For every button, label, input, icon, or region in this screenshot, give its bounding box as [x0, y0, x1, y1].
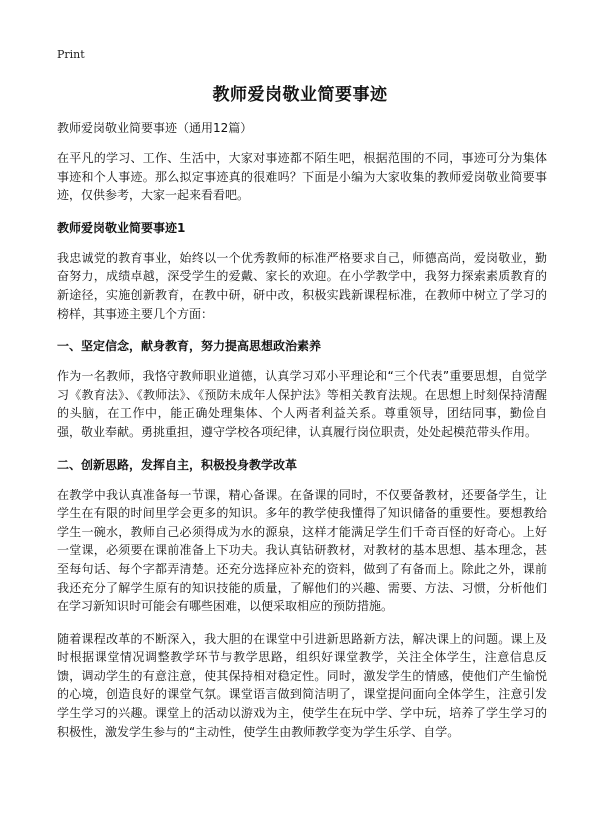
article-content	[57, 119, 547, 755]
section-heading-2: 二、创新思路，发挥自主，积极投身教学改革	[57, 457, 298, 472]
section-1-paragraph-1: 作为一名教师，我恪守教师职业道德，认真学习邓小平理论和“三个代表”重要思想，自觉学习《教育法》、《教师法》、《预防未成年人保护法》等相关教育法规。在思想上时刻保持清醒的头脑，在工作中，能正确处理集体、个人两者利益关系。尊重领导，团结同事，勤俭自强，敬业奉献。勇挑重担，遵守学校各项纪律，认真履行岗位职责，处处起模范带头作用。	[57, 369, 547, 439]
page-title: 教师爱岗敬业简要事迹	[212, 85, 388, 105]
print-link[interactable]: Print	[57, 48, 85, 61]
article-subtitle: 教师爱岗敬业简要事迹（通用12篇）	[57, 121, 253, 135]
intro-paragraph: 在平凡的学习、工作、生活中，大家对事迹都不陌生吧，根据范围的不同，事迹可分为集体事迹和个人事迹。那么拟定事迹真的很难吗？下面是小编为大家收集的教师爱岗敬业简要事迹，仅供参考，大家一起来看看吧。	[57, 151, 547, 203]
section-2-paragraph-1: 在教学中我认真准备每一节课，精心备课。在备课的同时，不仅要备教材，还要备学生，让学生在有限的时间里学会更多的知识。多年的教学使我懂得了知识储备的重要性。要想教给学生一碗水，教师自己必须得成为水的源泉，这样才能满足学生们千奇百怪的好奇心。上好一堂课，必须要在课前准备上下功夫。我认真钻研教材，对教材的基本思想、基本理念，甚至每句话、每个字都弄清楚。还充分选择应补充的资料，做到了有备而上。除此之外，课前我还充分了解学生原有的知识技能的质量，了解他们的兴趣、需要、方法、习惯，分析他们在学习新知识时可能会有哪些困难，以便采取相应的预防措施。	[57, 487, 547, 614]
section-heading-1: 一、坚定信念，献身教育，努力提高思想政治素养	[57, 339, 322, 354]
article-heading: 教师爱岗敬业简要事迹1	[57, 220, 186, 235]
article-intro-paragraph: 我忠诚党的教育事业，始终以一个优秀教师的标准严格要求自己，师德高尚，爱岗敬业，勤奋努力，成绩卓越，深受学生的爱戴、家长的欢迎。在小学教学中，我努力探索素质教育的新途径，实施创新教育，在教中研，研中改，积极实践新课程标准，在教师中树立了学习的榜样，其事迹主要几个方面：	[57, 250, 547, 321]
section-2-paragraph-2: 随着课程改革的不断深入，我大胆的在课堂中引进新思路新方法，解决课上的问题。课上及时根据课堂情况调整教学环节与教学思路，组织好课堂教学，关注全体学生，注意信息反馈，调动学生的有意注意，使其保持相对稳定性。同时，激发学生的情感，使他们产生愉悦的心境，创造良好的课堂气氛。课堂语言做到简洁明了，课堂提问面向全体学生，注意引发学生学习的兴趣。课堂上的活动以游戏为主，使学生在玩中学、学中玩，培养了学生学习的积极性，激发学生参与的“主动性，使学生由教师教学变为学生乐学、自学。	[57, 631, 547, 739]
